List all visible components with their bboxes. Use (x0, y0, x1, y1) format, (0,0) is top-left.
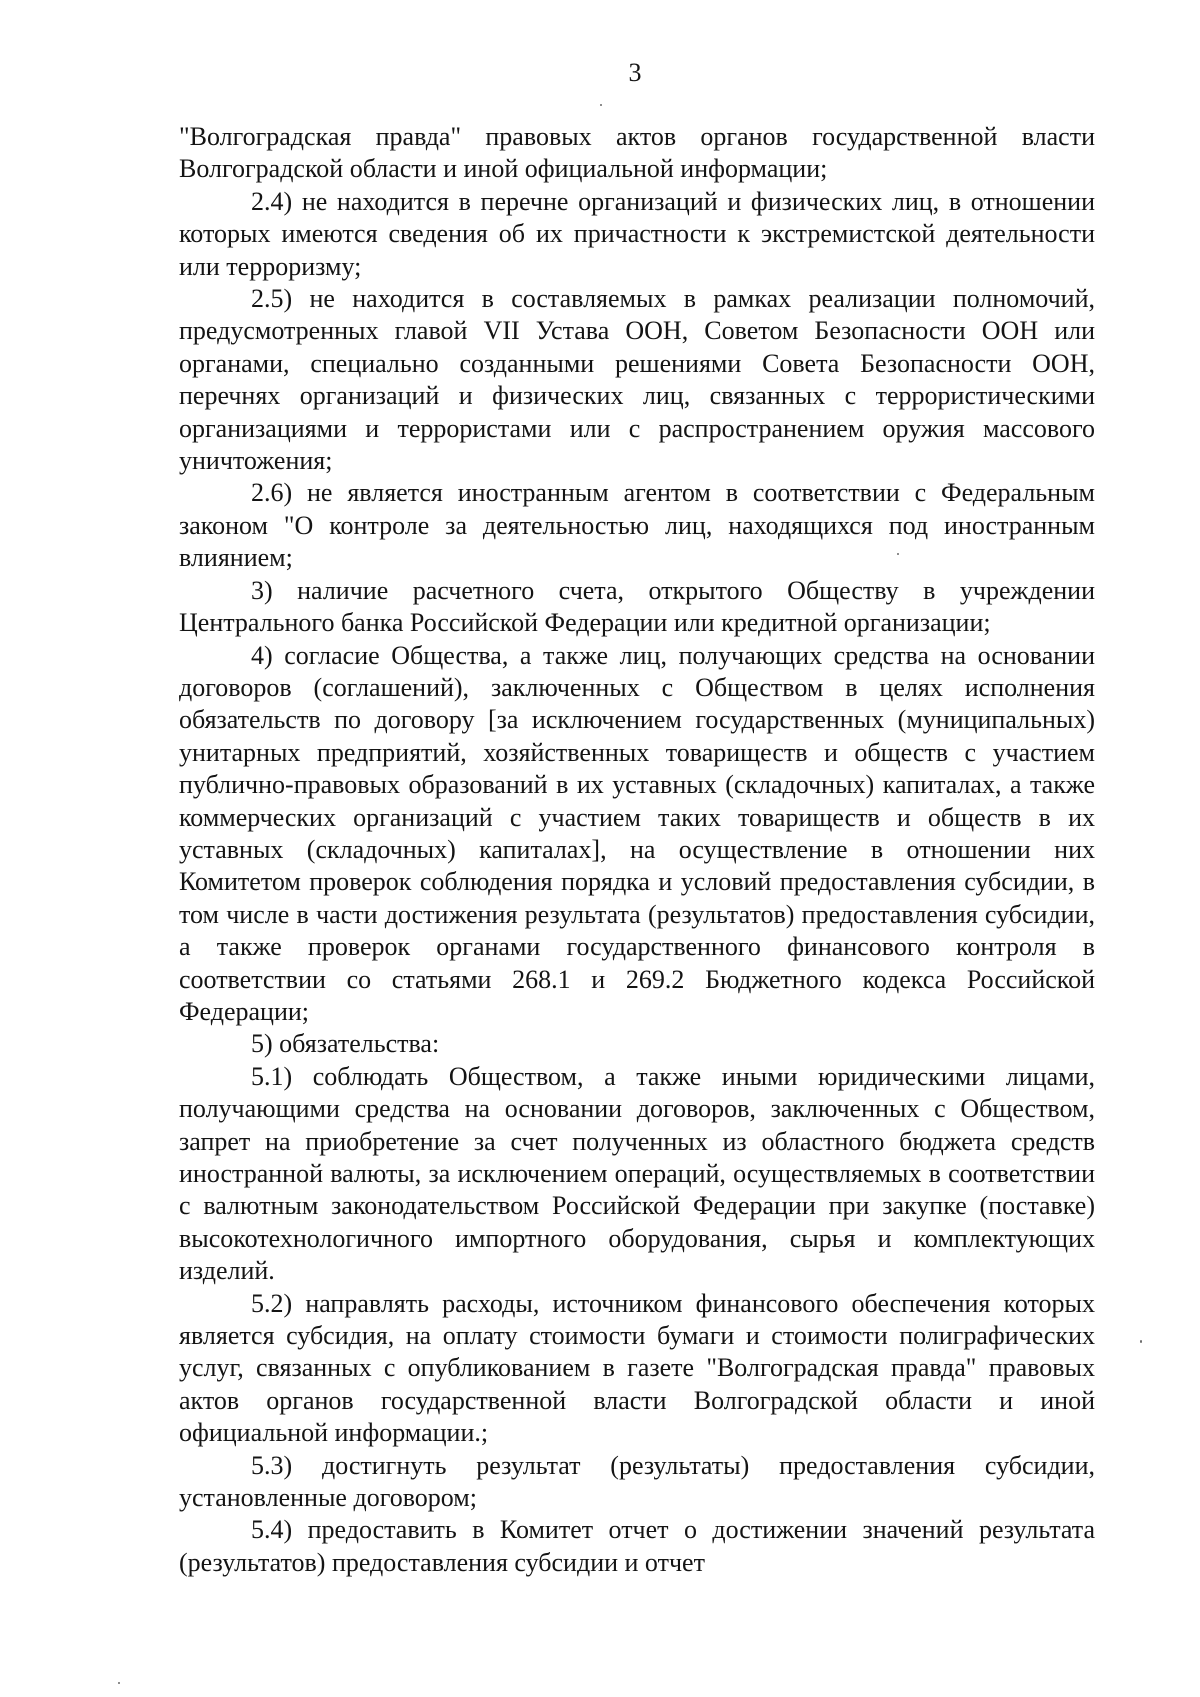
paragraph-5-1: 5.1) соблюдать Обществом, а также иными юридическими лицами, получающими средства на основании договоров, заключенных с Обществом, запрет на приобретение за счет полученных из областного бюджета средств иностранной валюты, за исключением операций, осуществляемых в соответствии с валютным законодательством Российской Федерации при закупке (поставке) высокотехнологичного импортного оборудования, сырья и комплектующих изделий. (179, 1061, 1095, 1286)
paragraph-5-3: 5.3) достигнуть результат (результаты) предоставления субсидии, установленные договором; (179, 1450, 1095, 1513)
scan-speck (118, 1682, 120, 1684)
scan-speck (600, 104, 602, 106)
paragraph-5-4: 5.4) предоставить в Комитет отчет о достижении значений результата (результатов) предоставления субсидии и отчет (179, 1515, 1095, 1577)
paragraph-2-4: 2.4) не находится в перечне организаций и физических лиц, в отношении которых имеются сведения об их причастности к экстремистской деятельности или терроризму; (179, 186, 1095, 281)
paragraph-4: 4) согласие Общества, а также лиц, получающих средства на основании договоров (соглашений), заключенных с Обществом в целях исполнения обязательств по договору [за исключением государственных (муниципальных) унитарных предприятий, хозяйственных товариществ и обществ с участием публично-правовых образований в их уставных (складочных) капиталах, а также коммерческих организаций с участием таких товариществ и обществ в их уставных (складочных) капиталах], на осуществление в отношении них Комитетом проверок соблюдения порядка и условий предоставления субсидии, в том числе в части достижения результата (результатов) предоставления субсидии, а также проверок органами государственного финансового контроля в соответствии со статьями 268.1 и 269.2 Бюджетного кодекса Российской Федерации; (179, 640, 1095, 1026)
document-body (179, 121, 1095, 1579)
paragraph-continuation: "Волгоградская правда" правовых актов органов государственной власти Волгоградской области и иной официальной информации; (179, 122, 1095, 184)
paragraph-2-5: 2.5) не находится в составляемых в рамках реализации полномочий, предусмотренных главой VII Устава ООН, Советом Безопасности ООН или органами, специально созданными решениями Совета Безопасности ООН, перечнях организаций и физических лиц, связанных с террористическими организациями и террористами или с распространением оружия массового уничтожения; (179, 284, 1095, 476)
paragraph-2-6: 2.6) не является иностранным агентом в соответствии с Федеральным законом "О контроле за деятельностью лиц, находящихся под иностранным влиянием; (179, 478, 1095, 573)
scan-speck (897, 553, 899, 555)
page-number: 3 (628, 58, 642, 87)
scan-speck (1140, 1340, 1142, 1343)
paragraph-3: 3) наличие расчетного счета, открытого Обществу в учреждении Центрального банка Российской Федерации или кредитной организации; (179, 575, 1095, 638)
paragraph-5-2: 5.2) направлять расходы, источником финансового обеспечения которых является субсидия, на оплату стоимости бумаги и стоимости полиграфических услуг, связанных с опубликованием в газете "Волгоградская правда" правовых актов органов государственной власти Волгоградской области и иной официальной информации.; (179, 1288, 1095, 1448)
paragraph-5: 5) обязательства: (251, 1029, 440, 1059)
